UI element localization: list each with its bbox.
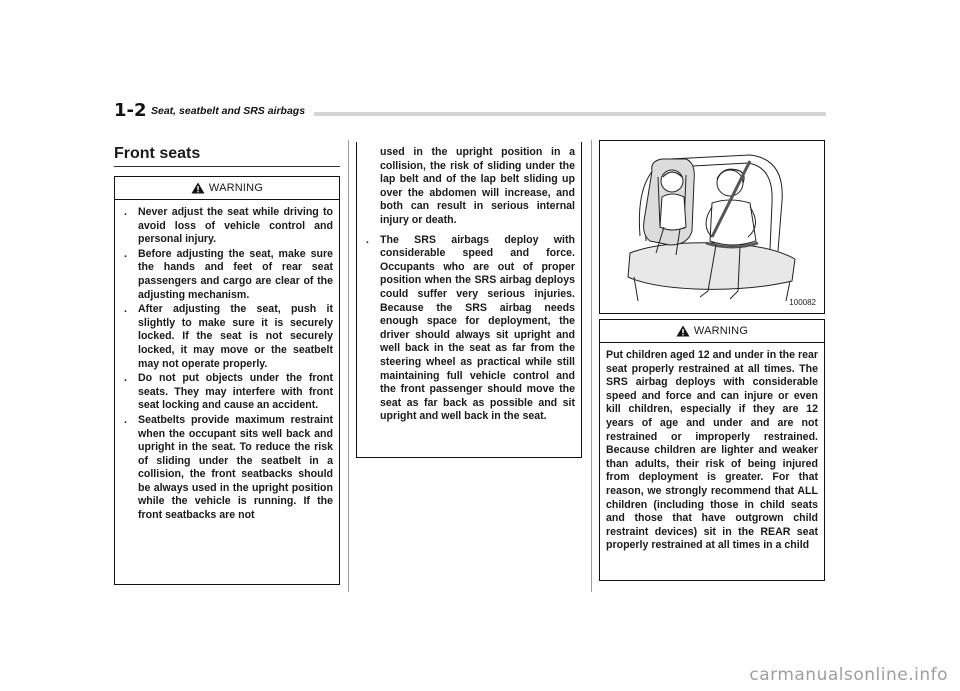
header-rule	[314, 112, 826, 116]
warning-header	[115, 177, 339, 200]
list-item: . Never adjust the seat while driving to avoid loss of vehicle control and personal injury.	[124, 206, 333, 246]
page-number: 1-2	[114, 100, 147, 121]
column-divider	[591, 140, 592, 592]
warning-box-front-seats	[114, 176, 340, 585]
warning-paragraph: Put children aged 12 and under in the rear seat properly restrained at all times. The SRS airbag deploys with considerable speed and force and can injure or even kill children, especially if they are 12 years of age and under and are not restrained or improperly restrained. Because children are lighter and weaker than adults, their risk of being injured from deployment is greater. For that reason, we strongly recommend that ALL children (including those in child seats and those that have outgrown child restraint devices) sit in the REAR seat properly restrained at all times in a child	[606, 349, 818, 552]
children-in-rear-seat-icon	[600, 141, 824, 313]
site-watermark[interactable]: carmanualsonline.info	[749, 665, 948, 685]
column-1	[114, 140, 340, 585]
page-header	[114, 100, 826, 122]
page-heading: Front seats	[114, 145, 340, 167]
list-item: . Do not put objects under the front seats. They may interfere with front seat locking and cause an accident.	[124, 372, 333, 412]
warning-box-continued	[356, 142, 582, 458]
child-seat-illustration	[599, 140, 825, 314]
figure-id: 100082	[789, 298, 816, 307]
section-title: Seat, seatbelt and SRS airbags	[151, 105, 306, 117]
warning-triangle-icon	[191, 182, 205, 194]
warning-box-children	[599, 319, 825, 581]
list-item: . Seatbelts provide maximum restraint when the occupant sits well back and upright in the seat. To reduce the risk of sliding under the seatbelt in a collision, the front seatbacks should be always used in the upright position while the vehicle is running. If the front seatbacks are not	[124, 413, 333, 522]
list-item: . After adjusting the seat, push it slightly to make sure it is securely locked. If the seat is not securely locked, it may move or the seatbelt may not operate properly.	[124, 303, 333, 370]
continuation-text: used in the upright position in a collision, the risk of sliding under the lap belt and of the lap belt sliding up over the abdomen will increase, and both can result in serious internal injury or death.	[380, 146, 575, 226]
column-2	[356, 142, 582, 458]
warning-header	[600, 320, 824, 343]
list-item: . Before adjusting the seat, make sure the hands and feet of rear seat passengers and cargo are clear of the adjusting mechanism.	[124, 247, 333, 301]
warning-title: WARNING	[208, 182, 264, 194]
column-3	[599, 140, 825, 581]
warning-triangle-icon	[676, 325, 690, 337]
warning-title: WARNING	[693, 325, 749, 337]
list-item: . The SRS airbags deploy with considerable speed and force. Occupants who are out of proper position when the SRS airbag deploys could suffer very serious injuries. Because the SRS airbag needs enough space for deployment, the driver should always sit upright and well back in the seat as far from the steering wheel as practical while still maintaining full vehicle control and the front passenger should move the seat as far back as possible and sit upright and well back in the seat.	[366, 233, 575, 423]
column-divider	[348, 140, 349, 592]
